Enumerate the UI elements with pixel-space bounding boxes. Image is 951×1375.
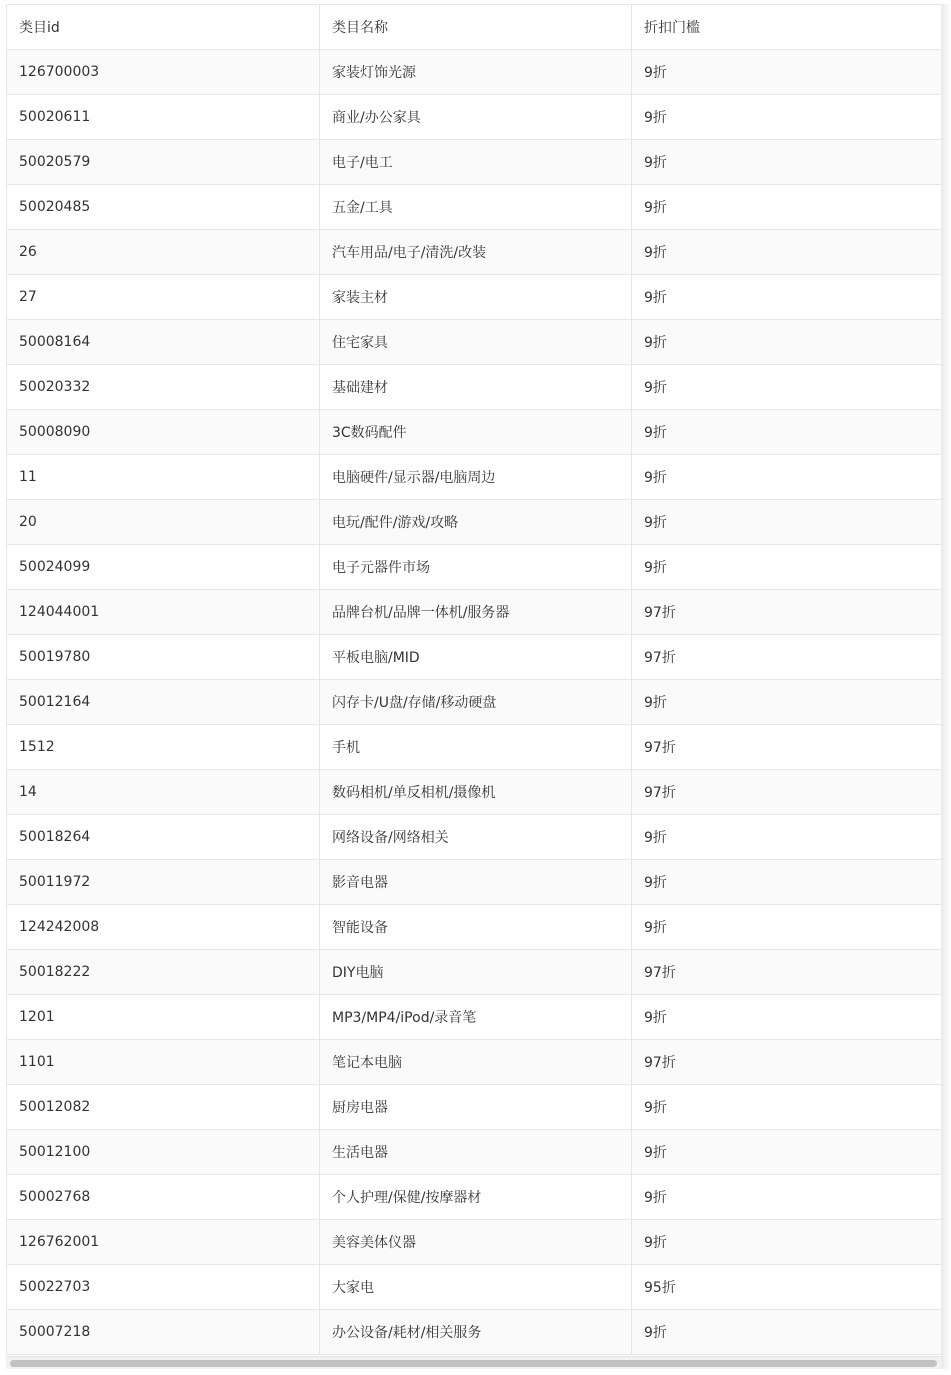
cell-discount-threshold: 9折 — [632, 860, 942, 905]
cell-category-id: 1512 — [7, 725, 320, 770]
table-row — [7, 770, 942, 815]
cell-discount-threshold: 9折 — [632, 680, 942, 725]
horizontal-scrollbar-thumb[interactable] — [10, 1360, 937, 1367]
cell-category-name: 美容美体仪器 — [320, 1220, 632, 1265]
table-row — [7, 590, 942, 635]
cell-discount-threshold: 97折 — [632, 770, 942, 815]
cell-category-name: 影音电器 — [320, 860, 632, 905]
cell-discount-threshold: 9折 — [632, 95, 942, 140]
cell-category-name: 商业/办公家具 — [320, 95, 632, 140]
table-row — [7, 95, 942, 140]
table-row — [7, 140, 942, 185]
cell-category-id: 50024099 — [7, 545, 320, 590]
cell-discount-threshold: 9折 — [632, 230, 942, 275]
table-row — [7, 860, 942, 905]
cell-discount-threshold: 9折 — [632, 455, 942, 500]
cell-category-id: 50020579 — [7, 140, 320, 185]
table-row — [7, 1310, 942, 1355]
horizontal-scrollbar[interactable] — [6, 1356, 941, 1369]
table-row — [7, 275, 942, 320]
cell-discount-threshold: 97折 — [632, 1040, 942, 1085]
cell-category-name: 手机 — [320, 725, 632, 770]
cell-category-id: 50002768 — [7, 1175, 320, 1220]
table-row — [7, 1040, 942, 1085]
cell-discount-threshold: 9折 — [632, 320, 942, 365]
table-row — [7, 365, 942, 410]
table-row — [7, 680, 942, 725]
cell-category-name: 生活电器 — [320, 1130, 632, 1175]
cell-category-id: 124044001 — [7, 590, 320, 635]
table-row — [7, 995, 942, 1040]
cell-category-name: 平板电脑/MID — [320, 635, 632, 680]
cell-discount-threshold: 9折 — [632, 905, 942, 950]
cell-category-id: 50018264 — [7, 815, 320, 860]
cell-category-id: 1201 — [7, 995, 320, 1040]
cell-category-id: 50018222 — [7, 950, 320, 995]
table-row — [7, 185, 942, 230]
table-row — [7, 230, 942, 275]
cell-category-name: 笔记本电脑 — [320, 1040, 632, 1085]
cell-discount-threshold: 9折 — [632, 1310, 942, 1355]
category-discount-table — [6, 4, 941, 1355]
cell-discount-threshold: 9折 — [632, 365, 942, 410]
column-header-discount-threshold: 折扣门槛 — [632, 5, 942, 50]
cell-category-id: 50008164 — [7, 320, 320, 365]
cell-discount-threshold: 97折 — [632, 635, 942, 680]
cell-category-name: DIY电脑 — [320, 950, 632, 995]
cell-discount-threshold: 9折 — [632, 1130, 942, 1175]
cell-category-name: MP3/MP4/iPod/录音笔 — [320, 995, 632, 1040]
cell-discount-threshold: 9折 — [632, 1220, 942, 1265]
cell-category-name: 电子元器件市场 — [320, 545, 632, 590]
table-row — [7, 1175, 942, 1220]
cell-category-id: 50007218 — [7, 1310, 320, 1355]
table-body — [7, 50, 942, 1355]
cell-category-id: 126762001 — [7, 1220, 320, 1265]
cell-category-id: 27 — [7, 275, 320, 320]
cell-category-id: 126700003 — [7, 50, 320, 95]
cell-category-name: 个人护理/保健/按摩器材 — [320, 1175, 632, 1220]
cell-category-name: 3C数码配件 — [320, 410, 632, 455]
cell-category-name: 基础建材 — [320, 365, 632, 410]
cell-category-id: 11 — [7, 455, 320, 500]
cell-category-name: 电子/电工 — [320, 140, 632, 185]
table-row — [7, 500, 942, 545]
cell-category-name: 电脑硬件/显示器/电脑周边 — [320, 455, 632, 500]
cell-category-id: 50012100 — [7, 1130, 320, 1175]
table-row — [7, 1130, 942, 1175]
cell-discount-threshold: 97折 — [632, 950, 942, 995]
cell-category-id: 50020611 — [7, 95, 320, 140]
cell-category-name: 住宅家具 — [320, 320, 632, 365]
table-row — [7, 635, 942, 680]
table-row — [7, 410, 942, 455]
cell-category-name: 办公设备/耗材/相关服务 — [320, 1310, 632, 1355]
table-row — [7, 1085, 942, 1130]
cell-discount-threshold: 9折 — [632, 1175, 942, 1220]
cell-category-id: 50022703 — [7, 1265, 320, 1310]
table-row — [7, 1220, 942, 1265]
cell-category-name: 大家电 — [320, 1265, 632, 1310]
table-container — [6, 4, 941, 1355]
table-row — [7, 320, 942, 365]
table-header-row — [7, 5, 942, 50]
cell-discount-threshold: 9折 — [632, 500, 942, 545]
table-row — [7, 815, 942, 860]
cell-discount-threshold: 9折 — [632, 140, 942, 185]
cell-category-name: 厨房电器 — [320, 1085, 632, 1130]
cell-category-id: 50008090 — [7, 410, 320, 455]
cell-category-name: 五金/工具 — [320, 185, 632, 230]
table-row — [7, 950, 942, 995]
cell-category-id: 124242008 — [7, 905, 320, 950]
column-header-category-name: 类目名称 — [320, 5, 632, 50]
cell-category-id: 50020332 — [7, 365, 320, 410]
cell-discount-threshold: 9折 — [632, 815, 942, 860]
cell-category-name: 品牌台机/品牌一体机/服务器 — [320, 590, 632, 635]
cell-discount-threshold: 9折 — [632, 275, 942, 320]
cell-discount-threshold: 9折 — [632, 995, 942, 1040]
scroll-edge-shadow — [941, 4, 951, 1369]
cell-discount-threshold: 97折 — [632, 590, 942, 635]
cell-category-name: 家装灯饰光源 — [320, 50, 632, 95]
cell-category-name: 网络设备/网络相关 — [320, 815, 632, 860]
cell-category-name: 闪存卡/U盘/存储/移动硬盘 — [320, 680, 632, 725]
table-row — [7, 1265, 942, 1310]
table-row — [7, 545, 942, 590]
cell-category-id: 20 — [7, 500, 320, 545]
cell-category-id: 50012082 — [7, 1085, 320, 1130]
cell-discount-threshold: 97折 — [632, 725, 942, 770]
cell-discount-threshold: 9折 — [632, 545, 942, 590]
cell-category-name: 家装主材 — [320, 275, 632, 320]
table-row — [7, 725, 942, 770]
cell-category-name: 智能设备 — [320, 905, 632, 950]
cell-discount-threshold: 9折 — [632, 1085, 942, 1130]
cell-category-id: 1101 — [7, 1040, 320, 1085]
cell-category-id: 50011972 — [7, 860, 320, 905]
cell-category-id: 26 — [7, 230, 320, 275]
cell-discount-threshold: 9折 — [632, 50, 942, 95]
cell-category-id: 50019780 — [7, 635, 320, 680]
cell-category-name: 汽车用品/电子/清洗/改装 — [320, 230, 632, 275]
table-row — [7, 50, 942, 95]
cell-discount-threshold: 95折 — [632, 1265, 942, 1310]
table-row — [7, 905, 942, 950]
cell-discount-threshold: 9折 — [632, 410, 942, 455]
cell-discount-threshold: 9折 — [632, 185, 942, 230]
column-header-category-id: 类目id — [7, 5, 320, 50]
cell-category-id: 50012164 — [7, 680, 320, 725]
cell-category-name: 数码相机/单反相机/摄像机 — [320, 770, 632, 815]
cell-category-id: 50020485 — [7, 185, 320, 230]
cell-category-id: 14 — [7, 770, 320, 815]
cell-category-name: 电玩/配件/游戏/攻略 — [320, 500, 632, 545]
table-row — [7, 455, 942, 500]
